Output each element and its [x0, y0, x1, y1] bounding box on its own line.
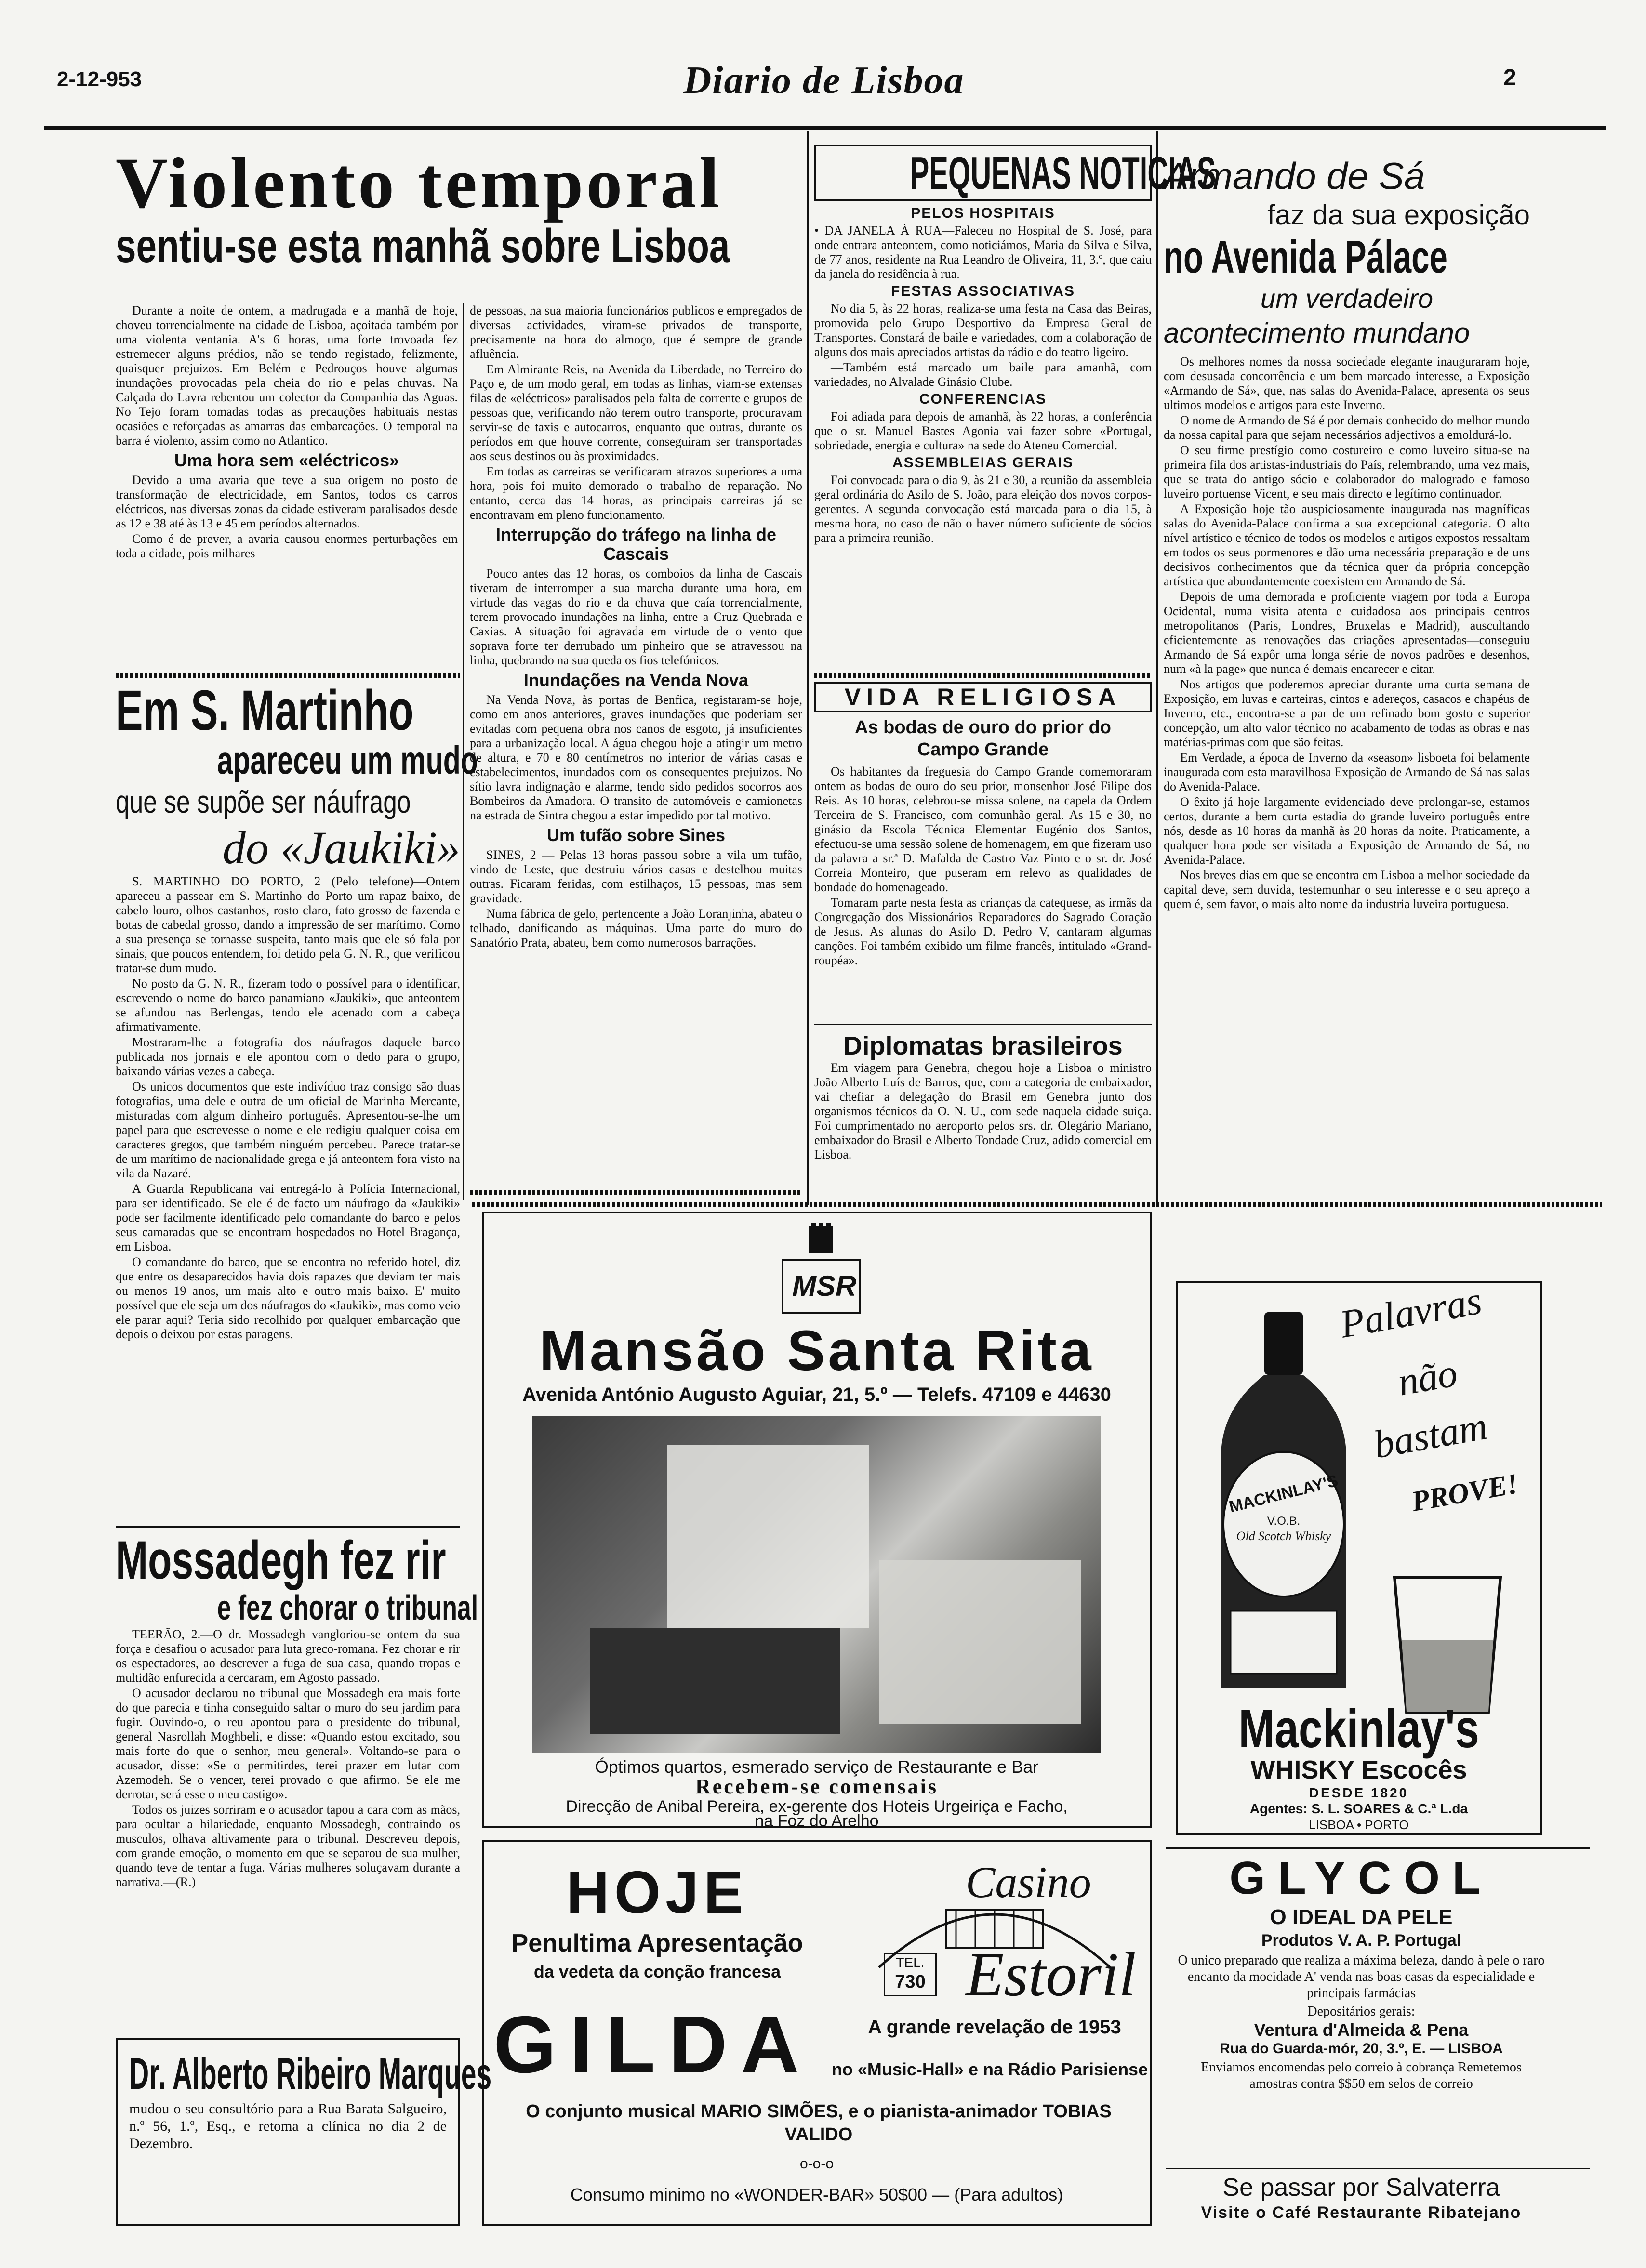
paragraph: S. MARTINHO DO PORTO, 2 (Pelo telefone)—Ontem apareceu a passear em S. Martinho do Porto um rapaz baixo, de cabelo louro, olhos castanhos, rosto claro, fato grosso de fazenda e botas de cabedal grosso, dando a impressão de ser marítimo. Como a sua presença se tornasse suspeita, tanto mais que ele só fala por sinais, que poucos entendem, foi detido pela G. N. R., que verificou tratar-se dum mudo. [116, 874, 460, 975]
ad-title: Mansão Santa Rita [539, 1319, 1094, 1383]
paragraph: —Também está marcado um baile para amanhã, com variedades, no Alvalade Ginásio Clube. [814, 360, 1152, 389]
paragraph: de pessoas, na sua maioria funcionários publicos e empregados de diversas actividades, viram-se privados de transporte, precisamente na hora do almoço, que é sempre de grande afluência. [470, 303, 802, 361]
headline-line2: e fez chorar o tribunal [217, 1589, 478, 1627]
issue-date: 2-12-953 [57, 67, 142, 91]
paragraph: Pouco antes das 12 horas, os comboios da linha de Cascais tiveram de interromper a sua marcha durante uma hora, em virtude das vagas do rio e da chuva que caía torrencialmente, terem provocado inundações na linha, entre a Cruz Quebrada e Caxias. A situação foi agravada em virtude de o vento que soprava forte ter derrubado um pinheiro que se atravessou na linha, quebrando na sua queda os fios telefónicos. [470, 567, 802, 667]
logo-casino: Casino [966, 1858, 1091, 1907]
ad-line: Consumo minimo no «WONDER-BAR» 50$00 — (Para adultos) [570, 2185, 1063, 2204]
ad-line: Depositários gerais: [1307, 2004, 1415, 2019]
ad-line: Produtos V. A. P. Portugal [1261, 1931, 1461, 1950]
ad-divider: o-o-o [799, 2156, 834, 2172]
headline: Diplomatas brasileiros [843, 1031, 1123, 1060]
paragraph: Devido a uma avaria que teve a sua origem no posto de transformação de electricidade, em Santos, todos os carros eléctricos, nas diversas zonas da cidade estiveram paralisados desde as 12 e 38 até às 13 e 45 em períodos alternados. [116, 473, 458, 530]
column-rule [1156, 131, 1158, 1205]
ad-line: Penultima Apresentação [511, 1929, 803, 1957]
tel-badge [884, 1953, 937, 1996]
vida-religiosa [814, 682, 1152, 969]
subhead: FESTAS ASSOCIATIVAS [891, 283, 1075, 299]
paragraph: • DA JANELA À RUA—Faleceu no Hospital de S. José, para onde entrara anteontem, como noticiámos, Maria da Silva e Silva, de 77 anos, residente na Rua Leandro de Oliveira, 11, 3.º, que caiu da janela do residência à rua. [814, 224, 1152, 281]
divider [116, 1526, 460, 1528]
brand-whisky: WHISKY Escocês [1250, 1755, 1467, 1784]
headline-line3: que se supõe ser náufrago [116, 784, 411, 819]
column-rule [807, 131, 809, 1205]
article-martinho [116, 679, 478, 1343]
section-title: PEQUENAS NOTICIAS [910, 147, 1216, 199]
ad-title: Dr. Alberto Ribeiro Marques [129, 2049, 492, 2098]
paragraph: Foi adiada para depois de amanhã, às 22 horas, a conferência que o sr. Manuel Bastes Agonia vai fazer sobre «Portugal, sobriedade, energia e cultura» na sede do Ateneu Comercial. [814, 409, 1152, 452]
paragraph: TEERÃO, 2.—O dr. Mossadegh vangloriou-se ontem da sua força e desafiou o acusador para luta greco-romana. Fez chorar e rir os espectadores, ao descrever a fuga de sua casa, quando tropas e multidão enfurecida a cercaram, em Agosto passado. [116, 1627, 460, 1685]
subheadline: sentiu-se esta manhã sobre Lisboa [116, 219, 730, 272]
ad-casino-estoril [482, 1840, 1152, 2226]
ad-line-bold: Recebem-se comensais [695, 1775, 938, 1798]
paragraph: O nome de Armando de Sá é por demais conhecido do melhor mundo da nossa capital para que sejam necessários adjectivos a emoldurá-lo. [1164, 413, 1530, 442]
headline-line2: apareceu um mudo [217, 738, 478, 782]
logo-frame [754, 1221, 889, 1318]
paragraph: Mostraram-lhe a fotografia dos náufragos daquele barco publicada nos jornais e ele apontou com o dedo para o grupo, baixando várias vezes a cabeça. [116, 1035, 460, 1078]
paragraph: Na Venda Nova, às portas de Benfica, registaram-se hoje, como em anos anteriores, graves inundações que poderiam ser evitadas com pequena obra nos canos de esgoto, já insuficientes para a urbanização local. A água chegou hoje a atingir um metro de altura, e 70 e 80 centímetros no interior de várias casas e estabelecimentos, inundados com os consequentes prejuizos. No sítio lavra indignação e alarme, tendo sido pedidos socorros aos Bombeiros da Amadora. O transito de automóveis e camionetas na estrada de Sintra chegou a estar impedido por tal motivo. [470, 693, 802, 822]
paragraph: No dia 5, às 22 horas, realiza-se uma festa na Casa das Beiras, promovida pelo Grupo Desportivo da Empresa Geral de Transportes. Constará de baile e variedades, com a colaboração de alguns dos mais apreciados artistas da rádio e do teatro ligeiro. [814, 302, 1152, 359]
casino-logo [850, 1857, 1139, 2016]
label-vob: V.O.B. [1267, 1515, 1301, 1528]
brand-agents: Agentes: S. L. SOARES & C.ª L.da [1249, 1801, 1468, 1816]
subhead: ASSEMBLEIAS GERAIS [892, 455, 1074, 471]
subhead: PELOS HOSPITAIS [911, 205, 1055, 221]
paragraph: Os habitantes da freguesia do Campo Grande comemoraram ontem as bodas de ouro do seu prior, monsenhor José Filipe dos Reis. As 10 horas, celebrou-se missa solene, na capela da Ordem Terceira de S. Francisco, com comunhão geral. As 15 e 30, no ginásio da Escola Técnica Elementar Eugénio dos Santos, efectuou-se uma sessão solene de homenagem, em que fizeram uso da palavra a sr.ª D. Mafalda de Castro Vaz Pinto e o sr. dr. José Correia Monteiro, que puseram em relevo as qualidades de bondade do homenageado. [814, 765, 1152, 894]
divider [472, 1202, 1602, 1207]
divider [116, 673, 460, 678]
paragraph: Nos artigos que poderemos apreciar durante uma curta semana de Exposição, em luvas e carteiras, cintos e adereços, casacos e chapéus de Inverno, etc., encontra-se a par de um refinado bom gosto e superior concepção, um alto valor técnico no acabamento de todas as obras e nas matérias-primas com que são feitas. [1164, 677, 1530, 749]
article-armando [1164, 154, 1530, 912]
paragraph: Os melhores nomes da nossa sociedade elegante inauguraram hoje, com desusada concorrência e um bem marcado interesse, a Exposição «Armando de Sá», que, nas salas do Avenida-Palace, apresenta os seus ultimos modelos e artigos para este Inverno. [1164, 355, 1530, 412]
ad-mackinlays [1176, 1278, 1542, 1835]
brand-since: DESDE 1820 [1309, 1785, 1409, 1800]
ad-salvaterra [1164, 2173, 1559, 2223]
header-rule [44, 126, 1606, 130]
page-header [0, 59, 1646, 125]
masthead: Diario de Lisboa [683, 59, 965, 102]
temporal-col1 [116, 303, 458, 562]
ad-line: Visite o Café Restaurante Ribatejano [1201, 2203, 1522, 2222]
ad-body: O unico preparado que realiza a máxima beleza, dando à pele o raro encanto da mocidade A' venda nas boas casas da especialidade e principais farmácias [1178, 1953, 1545, 2001]
paragraph: Em Almirante Reis, na Avenida da Liberdade, no Terreiro do Paço e, de um modo geral, em todas as linhas, viam-se extensas filas de «eléctricos» paralisados pela falta de corrente e grupos de pessoas que, verificando não terem outro transporte, procuravam servir-se de taxis e autocarros, enquanto que outras, durante os períodos em que houve corrente, conseguiram ser transportadas aos seus destinos ou às proximidades. [470, 362, 802, 463]
paragraph: SINES, 2 — Pelas 13 horas passou sobre a vila um tufão, vindo de Leste, que destruiu vários casas e destelhou muitas outras. Ficaram feridas, com estilhaços, 15 pessoas, mas sem gravidade. [470, 848, 802, 905]
divider [470, 1190, 802, 1195]
headline: Em S. Martinho [116, 679, 414, 742]
paragraph: Em Verdade, a época de Inverno da «season» lisboeta foi belamente inaugurada com esta maravilhosa Exposição de Armando de Sá nas salas do Avenida-Palace. [1164, 751, 1530, 793]
paragraph: Como é de prever, a avaria causou enormes perturbações em toda a cidade, pois milhares [116, 532, 458, 560]
ad-subtitle: O IDEAL DA PELE [1270, 1905, 1453, 1929]
headline-line4: um verdadeiro [1261, 283, 1433, 314]
slogan: bastam [1370, 1403, 1491, 1467]
headline-line5: acontecimento mundano [1164, 317, 1470, 349]
article-mossadegh [116, 1530, 478, 1890]
paragraph: Os unicos documentos que este indivíduo traz consigo são duas fotografias, uma dele e outra de um oficial de Marinha Mercante, misturadas com algum dinheiro português. Apresentou-se-lhe um papel para que escrevesse o nome e ele redigiu qualquer coisa em caracteres gregos, que também ninguém percebeu. Parece tratar-se de um marítimo de nacionalidade grega e já anteontem fora visto na vila da Nazaré. [116, 1080, 460, 1180]
brand-cities: LISBOA • PORTO [1309, 1818, 1409, 1832]
paragraph: No posto da G. N. R., fizeram todo o possível para o identificar, escrevendo o nome do barco panamiano «Jaukiki», que anteontem se afundou nas Berlengas, tendo ele acenado com a cabeça afirmativamente. [116, 976, 460, 1034]
ad-glycol [1164, 1852, 1559, 2094]
ad-line: da vedeta da conção francesa [533, 1962, 781, 1981]
ad-line: no «Music-Hall» e na Rádio Parisiense [831, 2059, 1148, 2079]
tel-label: TEL. [896, 1955, 925, 1970]
ad-line-bold: Rua do Guarda-mór, 20, 3.º, E. — LISBOA [1220, 2041, 1503, 2057]
slogan: Palavras [1337, 1278, 1485, 1346]
ad-line: A grande revelação de 1953 [868, 2017, 1121, 2038]
glass-icon [1385, 1572, 1510, 1717]
ad-line: na Foz do Arelho [755, 1812, 879, 1830]
paragraph: Em todas as carreiras se verificaram atrazos superiores a uma hora, pois foi muito demorado o trabalho de reparação. No entanto, cerca das 14 horas, as principais carreiras já se encontravam em pleno funcionamento. [470, 464, 802, 522]
divider [1166, 1847, 1590, 1849]
paragraph: O seu firme prestígio como costureiro e como luveiro situa-se na primeira fila dos artistas-industriais do País, relembrando, uma vez mais, que se trata do antigo sócio e colaborador do malogrado e famoso luveiro portuense Vicent, e seu mais directo e legítimo continuador. [1164, 443, 1530, 501]
ad-mansao-santa-rita [482, 1212, 1152, 1828]
ad-title: GLYCOL [1229, 1852, 1493, 1904]
headline-line3: no Avenida Pálace [1164, 231, 1447, 283]
divider [814, 1024, 1152, 1025]
ad-line-bold: Ventura d'Almeida & Pena [1254, 2020, 1469, 2040]
paragraph: A Exposição hoje tão auspiciosamente inaugurada nas magníficas salas do Avenida-Palace confirma a sua excepcional categoria. O alto nível artístico e técnico de todos os modelos e artigos expostos ressaltam em todos os seus pormenores e dão uma necessária preparação e de uns decisivos conhecimentos que da técnica quer da própria concepção artística que abundantemente coexistem em Armando de Sá. [1164, 502, 1530, 588]
paragraph: Tomaram parte nesta festa as crianças da catequese, as irmãs da Congregação dos Missionários Reparadores do Sagrado Coração de Jesus. As alunas do Asilo D. Pedro V, cantaram algumas canções. Foi também exibido um filme francês, intitulado «Grand-roupéa». [814, 896, 1152, 967]
diplomatas [814, 1031, 1152, 1163]
paragraph: Foi convocada para o dia 9, às 21 e 30, a reunião da assembleia geral ordinária do Asilo de S. João, para eleição dos novos corpos-gerentes. A segunda convocação está marcada para o dia 15, à mesma hora, no caso de não o haver número suficiente de sócios para a primeira reunião. [814, 473, 1152, 545]
subhead: Um tufão sobre Sines [546, 825, 726, 845]
logo-text: MSR [792, 1270, 857, 1302]
paragraph: A Guarda Republicana vai entregá-lo à Polícia Internacional, para ser identificado. Se ele é de facto um náufrago da «Jaukiki» pode ser facilmente identificado pelo comandante do barco e pelos seus camaradas que se encontram hospedados no Hotel Bragança, em Lisboa. [116, 1182, 460, 1253]
paragraph: O comandante do barco, que se encontra no referido hotel, diz que entre os desaparecidos havia dois rapazes que deviam ter mais ou menos 19 anos, um mais alto e outro mais baixo. E' muito possível que ele seja um dos náufragos do «Jaukiki», mas como veio ele parar aqui? Teria sido recolhido por qualquer embarcação que depois o deixou por estas paragens. [116, 1255, 460, 1341]
paragraph: O êxito já hoje largamente evidenciado deve prolongar-se, estamos certos, durante a bem curta estadia do grande luveiro português entre nós, desde as 10 horas da manhã às 20 horas da noite. Praticamente, a qualquer hora pode ser visitada a Exposição de Armando de Sá, no Avenida-Palace. [1164, 795, 1530, 867]
brand-name: Mackinlay's [1238, 1699, 1479, 1759]
subhead: CONFERENCIAS [919, 391, 1047, 407]
paragraph: Em viagem para Genebra, chegou hoje a Lisboa o ministro João Alberto Luís de Barros, que, com a categoria de embaixador, vai chefiar a delegação do Brasil em Genebra junto dos organismos técnicos da O. N. U., com sede naquela cidade suiça. Foi cumprimentado no aeroporto pelos srs. dr. Olegário Mariano, embaixador do Brasil e Alberto Tondade Cruz, adido comercial em Lisboa. [814, 1061, 1152, 1161]
window-shape [667, 1445, 869, 1628]
ad-hoje: HOJE [566, 1859, 748, 1926]
room-photo [532, 1416, 1101, 1753]
temporal-col2 [470, 303, 802, 951]
ad-alberto-marques [116, 2038, 492, 2226]
headline: Armando de Sá [1164, 155, 1425, 197]
label-brand: MACKINLAY'S [1227, 1471, 1340, 1516]
paragraph: Durante a noite de ontem, a madrugada e a manhã de hoje, choveu torrencialmente na cidade de Lisboa, açoitada também por uma violenta ventania. A's 6 horas, uma forte trovoada fez estremecer alguns prédios, não se tendo registado, felizmente, quaisquer prejuizos. Em Belém e Pedrouços houve algumas inundações provocadas pela cheia do rio e pelas chuvas. Na Calçada do Lavra rebentou um colector da Companhia das Aguas. No Tejo foram tomadas todas as precauções habituais nestas ocasiões e reforçadas as amarras das embarcações. O temporal na barra é violento, assim como no Atlantico. [116, 303, 458, 448]
page-number: 2 [1503, 65, 1516, 91]
label-scotch: Old Scotch Whisky [1236, 1529, 1331, 1543]
divider [814, 673, 1152, 678]
tel-number: 730 [895, 1972, 926, 1992]
paragraph: O acusador declarou no tribunal que Mossadegh era mais forte do que parecia e tinha conseguido saltar o muro do seu jardim para fugir. Ouvindo-o, o reu apontou para o presidente do tribunal, general Nasrollah Moghbeli, e disse: «Quando estou excitado, sou mais forte do que o senhor, meu general». Voltando-se para o acusador, disse: «Se o permitirdes, terei prazer em lutar com Azemodeh. Se o vencer, terei provado o que afirmo. Se ele me derrotar, será esse o meu castigo». [116, 1686, 460, 1801]
subhead: Interrupção do tráfego na linha de Cascais [495, 525, 777, 564]
paragraph: Depois de uma demorada e proficiente viagem por toda a Europa Ocidental, numa visita atenta e cuidadosa aos principais centros metropolitanos (Paris, Londres, Bruxelas e Madrid), auscultando eficientemente as renovações das criações apresentadas—conseguiu Armando de Sá expôr uma longa série de novos padrões e desenhos, num «à la page» que nunca é demais encarecer e citar. [1164, 590, 1530, 676]
article-temporal [116, 145, 800, 270]
ad-body: Enviamos encomendas pelo correio à cobrança Remetemos amostras contra $$50 em selos de correio [1201, 2060, 1522, 2091]
paragraph: Todos os juizes sorriram e o acusador tapou a cara com as mãos, para ocultar a hilariedade, enquanto Mossadegh, contraindo os musculos, olhava altivamente para o tribunal. Descreveu depois, com grande emoção, o momento em que se separou de sua mulher, quando teve de tentar a fuga. Várias mulheres soluçavam durante a narrativa.—(R.) [116, 1803, 460, 1889]
slogan: não [1394, 1350, 1461, 1404]
divider [1166, 2168, 1590, 2169]
logo-estoril: Estoril [966, 1940, 1136, 2009]
ad-body: mudou o seu consultório para a Rua Barata Salgueiro, n.º 56, 1.º, Esq., e retoma a clínica no dia 2 de Dezembro. [129, 2101, 447, 2151]
headline: Violento temporal [116, 143, 722, 223]
section-title: VIDA RELIGIOSA [814, 682, 1152, 712]
slogan-prove: PROVE! [1409, 1467, 1521, 1517]
desk-shape [590, 1628, 840, 1734]
ad-line: Direcção de Anibal Pereira, ex-gerente dos Hoteis Urgeiriça e Facho, [566, 1797, 1068, 1816]
ad-line: Óptimos quartos, esmerado serviço de Restaurante e Bar [595, 1757, 1039, 1777]
headline-line4: do «Jaukiki» [222, 822, 460, 873]
bed-shape [879, 1560, 1081, 1724]
ad-address: Avenida António Augusto Aguiar, 21, 5.º — Telefs. 47109 e 44630 [522, 1384, 1111, 1405]
ad-gilda: GILDA [493, 1999, 813, 2090]
paragraph: Numa fábrica de gelo, pertencente a João Loranjinha, abateu o telhado, danificando as máquinas. Uma parte do muro do Sanatório Prata, abateu, bem como numerosos barrações. [470, 907, 802, 949]
subhead: Uma hora sem «eléctricos» [174, 450, 399, 470]
ad-title: Se passar por Salvaterra [1222, 2174, 1500, 2202]
subhead: Inundações na Venda Nova [523, 670, 749, 690]
pequenas-noticias [814, 145, 1216, 546]
headline: Mossadegh fez rir [116, 1530, 446, 1590]
ad-line: O conjunto musical MARIO SIMÕES, e o pianista-animador TOBIAS VALIDO [526, 2101, 1112, 2145]
subtitle: As bodas de ouro do prior do Campo Grande [855, 717, 1111, 760]
headline-line2: faz da sua exposição [1267, 199, 1530, 231]
paragraph: Nos breves dias em que se encontra em Lisboa a melhor sociedade da capital deve, sem duvida, testemunhar o seu interesse e o seu apreço a quem é, sem favor, o mais alto nome da industria luveira portuguesa. [1164, 868, 1530, 911]
